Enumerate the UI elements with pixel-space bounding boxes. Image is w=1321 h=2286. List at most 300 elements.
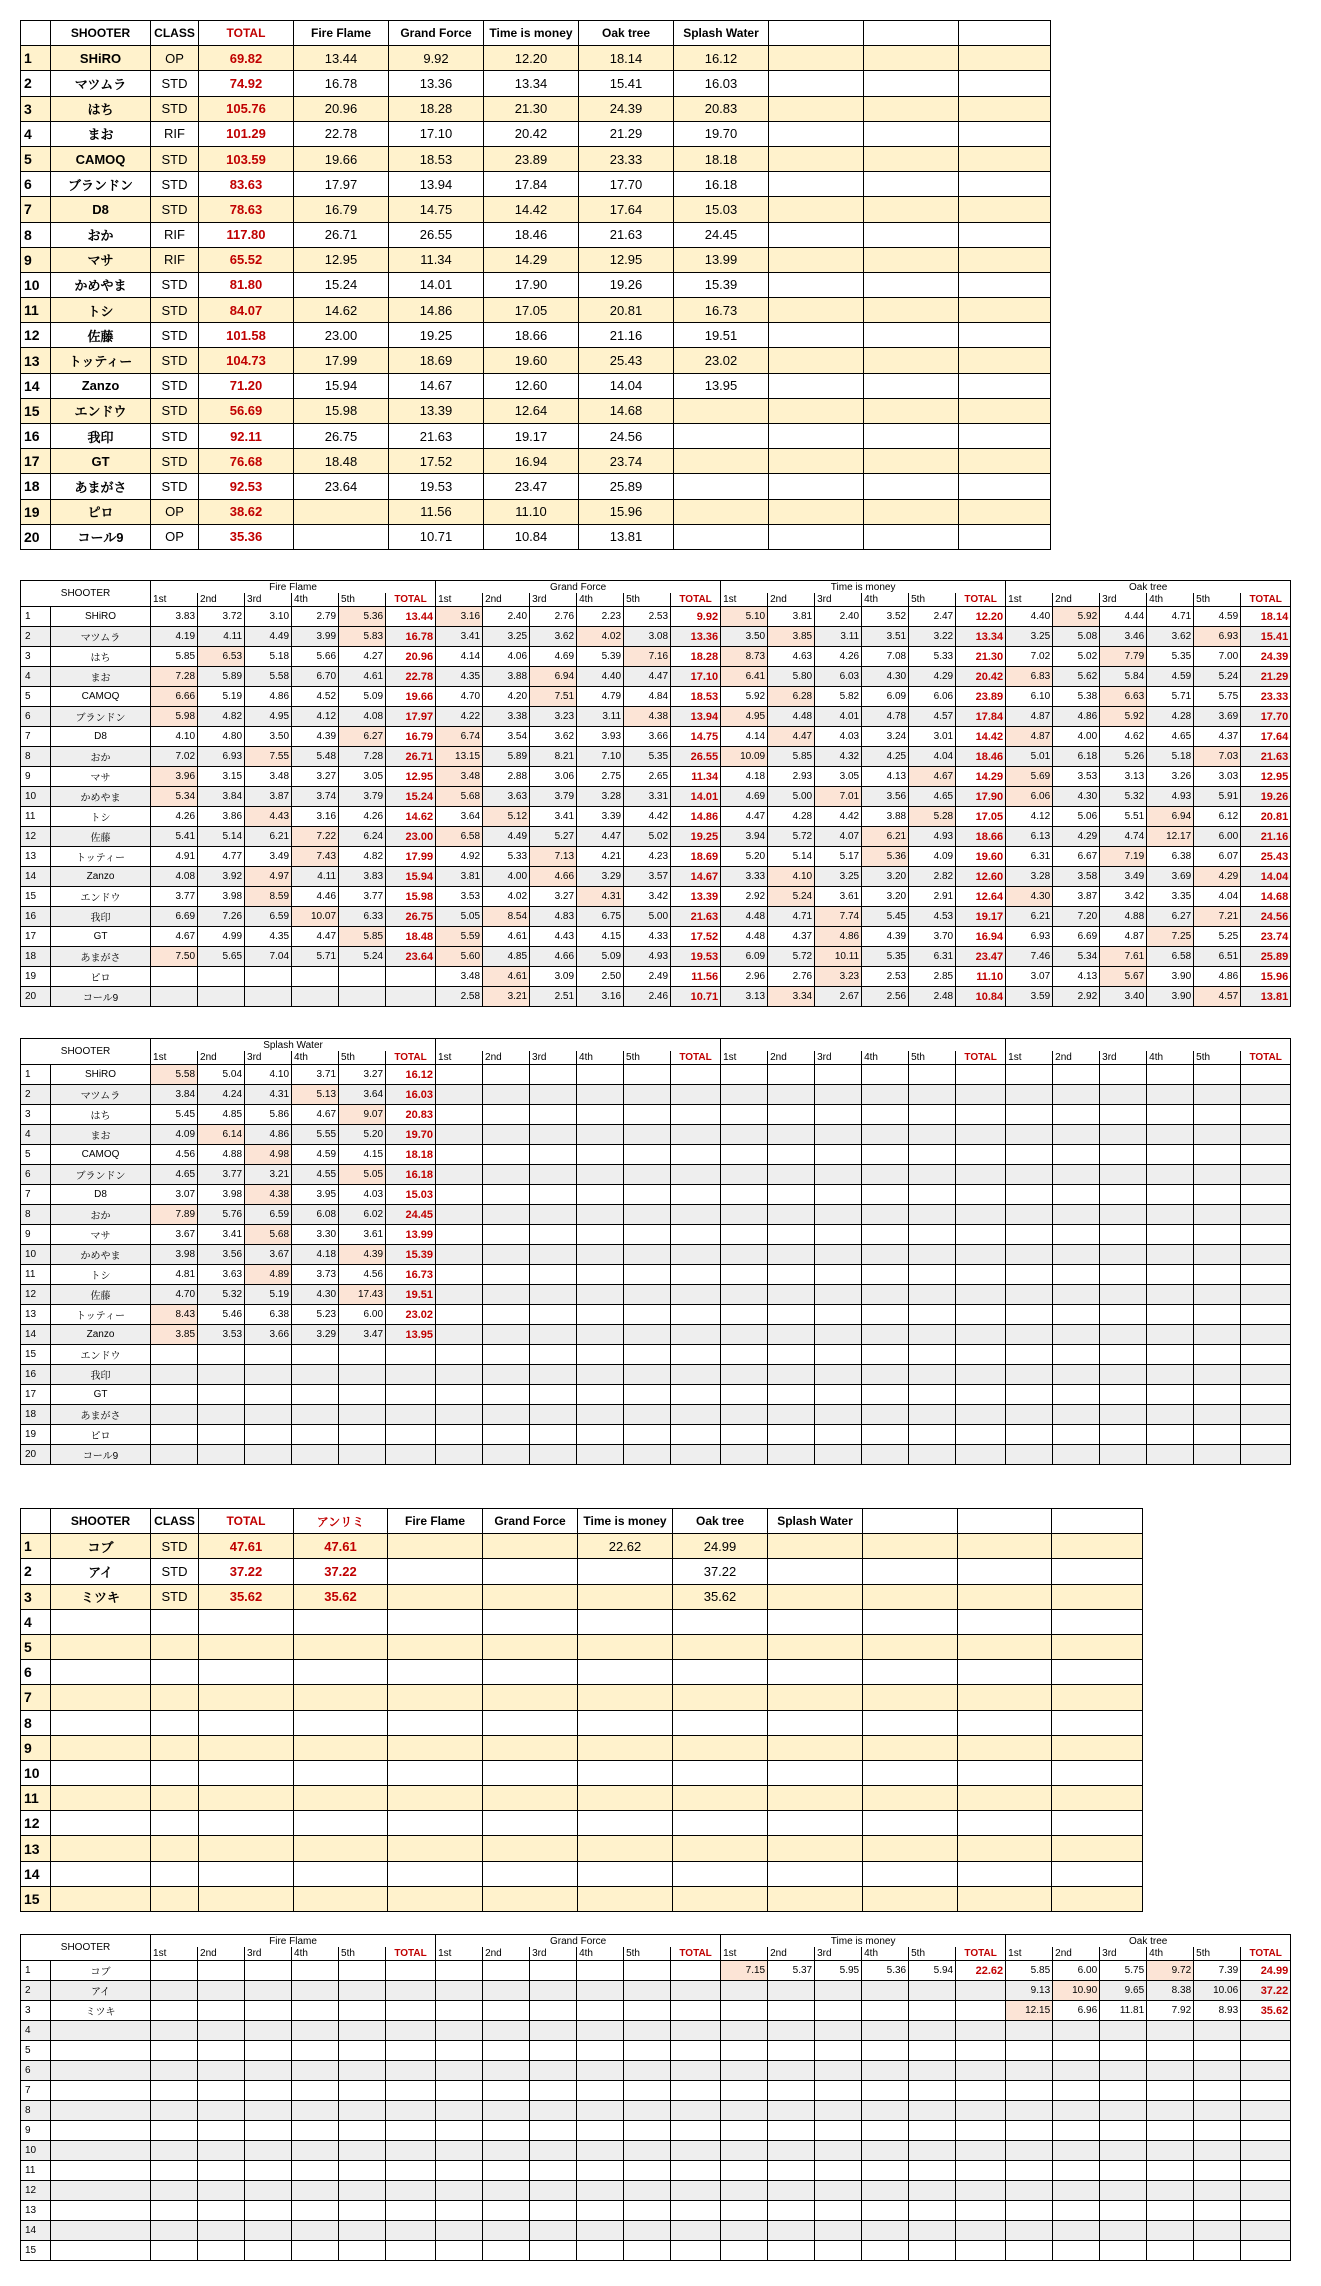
round-time bbox=[577, 1225, 624, 1245]
round-time bbox=[436, 1145, 483, 1165]
value-cell: 35.62 bbox=[294, 1584, 388, 1609]
round-time: 5.92 bbox=[1100, 707, 1147, 727]
round-time bbox=[1006, 1085, 1053, 1105]
round-time: 3.77 bbox=[151, 887, 198, 907]
stage-total bbox=[1241, 2081, 1291, 2101]
empty-cell bbox=[863, 1735, 958, 1760]
stage-total bbox=[386, 2241, 436, 2261]
round-time bbox=[245, 2121, 292, 2141]
round-time bbox=[339, 2241, 386, 2261]
round-time bbox=[862, 1105, 909, 1125]
empty-cell bbox=[769, 121, 864, 146]
round-time: 3.71 bbox=[292, 1065, 339, 1085]
value-cell bbox=[294, 499, 389, 524]
round-time bbox=[862, 1145, 909, 1165]
rank-cell: 20 bbox=[21, 987, 51, 1007]
round-time bbox=[198, 2021, 245, 2041]
stage-total bbox=[671, 1325, 721, 1345]
empty-cell bbox=[1052, 1760, 1143, 1785]
round-time: 6.93 bbox=[198, 747, 245, 767]
rank-cell: 12 bbox=[21, 1285, 51, 1305]
round-time bbox=[198, 967, 245, 987]
round-time: 5.02 bbox=[1053, 647, 1100, 667]
stage-total bbox=[1241, 1425, 1291, 1445]
shooter-name: コール9 bbox=[51, 987, 151, 1007]
round-time: 5.48 bbox=[292, 747, 339, 767]
round-time bbox=[339, 2001, 386, 2021]
shooter-name: SHiRO bbox=[51, 46, 151, 71]
round-time bbox=[292, 2001, 339, 2021]
stage-total bbox=[671, 2101, 721, 2121]
round-time bbox=[721, 2101, 768, 2121]
round-time: 5.75 bbox=[1194, 687, 1241, 707]
round-time: 4.27 bbox=[339, 647, 386, 667]
round-time bbox=[1053, 1385, 1100, 1405]
round-time: 3.16 bbox=[436, 607, 483, 627]
round-time: 4.10 bbox=[245, 1065, 292, 1085]
shooter-name: トッティー bbox=[51, 847, 151, 867]
table-row bbox=[21, 71, 1051, 96]
round-time bbox=[909, 1265, 956, 1285]
value-cell bbox=[199, 1786, 294, 1811]
round-time bbox=[815, 1105, 862, 1125]
round-time: 3.59 bbox=[1006, 987, 1053, 1007]
round-label: 3rd bbox=[815, 1947, 862, 1961]
stage-total bbox=[956, 1085, 1006, 1105]
round-time bbox=[530, 1425, 577, 1445]
stage-header-row bbox=[21, 1039, 1291, 1052]
stage-total bbox=[1241, 1065, 1291, 1085]
stage-total: 12.60 bbox=[956, 867, 1006, 887]
round-time bbox=[1100, 2061, 1147, 2081]
round-time: 2.88 bbox=[483, 767, 530, 787]
stage-total: 15.94 bbox=[386, 867, 436, 887]
value-cell bbox=[674, 474, 769, 499]
table-row bbox=[21, 967, 1291, 987]
table-row bbox=[21, 1385, 1291, 1405]
round-time bbox=[1194, 2041, 1241, 2061]
round-time: 4.85 bbox=[198, 1105, 245, 1125]
round-time bbox=[1006, 1205, 1053, 1225]
value-cell bbox=[673, 1609, 768, 1634]
shooter-name bbox=[51, 2081, 151, 2101]
stage-total bbox=[386, 1961, 436, 1981]
round-time bbox=[1006, 1265, 1053, 1285]
shooter-name: おか bbox=[51, 222, 151, 247]
stage-total bbox=[1241, 1285, 1291, 1305]
round-label: 4th bbox=[1147, 593, 1194, 607]
rank-cell: 1 bbox=[21, 46, 51, 71]
round-time: 5.58 bbox=[245, 667, 292, 687]
round-time bbox=[721, 1205, 768, 1225]
round-time: 5.06 bbox=[1053, 807, 1100, 827]
round-time: 6.00 bbox=[1194, 827, 1241, 847]
empty-cell bbox=[863, 1534, 958, 1559]
round-time bbox=[151, 2241, 198, 2261]
stage-total bbox=[1241, 1125, 1291, 1145]
value-cell: 37.22 bbox=[199, 1559, 294, 1584]
round-time bbox=[909, 1385, 956, 1405]
round-time bbox=[436, 2141, 483, 2161]
round-time bbox=[530, 1065, 577, 1085]
stage-total: 18.66 bbox=[956, 827, 1006, 847]
round-time bbox=[151, 2141, 198, 2161]
stage-total: 14.01 bbox=[671, 787, 721, 807]
stage-name: Time is money bbox=[721, 1935, 1006, 1948]
round-time: 4.49 bbox=[245, 627, 292, 647]
round-time: 4.81 bbox=[151, 1265, 198, 1285]
round-time: 4.47 bbox=[721, 807, 768, 827]
round-time: 4.19 bbox=[151, 627, 198, 647]
round-time: 7.15 bbox=[721, 1961, 768, 1981]
round-time: 3.31 bbox=[624, 787, 671, 807]
round-time: 3.10 bbox=[245, 607, 292, 627]
round-time bbox=[577, 1445, 624, 1465]
round-label: 2nd bbox=[483, 1947, 530, 1961]
round-time bbox=[577, 2001, 624, 2021]
round-time: 4.30 bbox=[862, 667, 909, 687]
round-label: 4th bbox=[577, 1051, 624, 1065]
value-cell: 15.03 bbox=[674, 197, 769, 222]
round-time: 3.48 bbox=[436, 967, 483, 987]
round-time: 5.95 bbox=[815, 1961, 862, 1981]
round-time bbox=[245, 1345, 292, 1365]
table-row bbox=[21, 687, 1291, 707]
value-cell: STD bbox=[151, 197, 199, 222]
round-time bbox=[245, 2161, 292, 2181]
value-cell bbox=[294, 1660, 388, 1685]
round-time bbox=[577, 1085, 624, 1105]
empty-cell bbox=[864, 172, 959, 197]
round-time: 8.59 bbox=[245, 887, 292, 907]
round-time bbox=[245, 2021, 292, 2041]
round-time: 7.89 bbox=[151, 1205, 198, 1225]
table-row bbox=[21, 707, 1291, 727]
rank-cell: 2 bbox=[21, 1559, 51, 1584]
rank-cell: 16 bbox=[21, 1365, 51, 1385]
round-time: 2.46 bbox=[624, 987, 671, 1007]
stage-total bbox=[956, 2081, 1006, 2101]
value-cell: 18.48 bbox=[294, 449, 389, 474]
empty-cell bbox=[1052, 1559, 1143, 1584]
round-time: 4.28 bbox=[1147, 707, 1194, 727]
empty-cell bbox=[959, 449, 1051, 474]
empty-cell bbox=[959, 121, 1051, 146]
round-time bbox=[768, 2001, 815, 2021]
header-cell bbox=[958, 1509, 1052, 1534]
empty-cell bbox=[959, 373, 1051, 398]
total-label: TOTAL bbox=[956, 1947, 1006, 1961]
round-time bbox=[1147, 1365, 1194, 1385]
value-cell bbox=[294, 1886, 388, 1911]
value-cell bbox=[388, 1786, 483, 1811]
round-time bbox=[436, 2101, 483, 2121]
round-time: 7.51 bbox=[530, 687, 577, 707]
value-cell bbox=[388, 1559, 483, 1584]
round-time: 3.26 bbox=[1147, 767, 1194, 787]
round-time bbox=[1053, 2121, 1100, 2141]
round-time bbox=[245, 1365, 292, 1385]
round-time bbox=[1147, 1325, 1194, 1345]
stage-total: 14.86 bbox=[671, 807, 721, 827]
round-time: 3.52 bbox=[862, 607, 909, 627]
round-time: 4.00 bbox=[1053, 727, 1100, 747]
shooter-name: ピロ bbox=[51, 967, 151, 987]
table-row bbox=[21, 647, 1291, 667]
round-time bbox=[1100, 1305, 1147, 1325]
empty-cell bbox=[1052, 1584, 1143, 1609]
round-time: 3.05 bbox=[339, 767, 386, 787]
round-time: 3.39 bbox=[577, 807, 624, 827]
round-time bbox=[768, 2161, 815, 2181]
value-cell bbox=[151, 1786, 199, 1811]
stage-total bbox=[671, 2121, 721, 2141]
value-cell bbox=[578, 1760, 673, 1785]
shooter-name: マツムラ bbox=[51, 71, 151, 96]
value-cell bbox=[768, 1886, 863, 1911]
round-time: 3.15 bbox=[198, 767, 245, 787]
round-time bbox=[198, 2201, 245, 2221]
round-time: 4.21 bbox=[577, 847, 624, 867]
round-time bbox=[1053, 1065, 1100, 1085]
value-cell: STD bbox=[151, 1584, 199, 1609]
value-cell bbox=[578, 1584, 673, 1609]
round-time bbox=[1053, 1445, 1100, 1465]
table-row bbox=[21, 222, 1051, 247]
stage-total: 25.89 bbox=[1241, 947, 1291, 967]
value-cell: 23.74 bbox=[579, 449, 674, 474]
round-time bbox=[151, 967, 198, 987]
shooter-name bbox=[51, 2181, 151, 2201]
empty-cell bbox=[1052, 1609, 1143, 1634]
value-cell: 19.51 bbox=[674, 323, 769, 348]
round-time bbox=[436, 1105, 483, 1125]
round-time bbox=[721, 1325, 768, 1345]
value-cell: 23.33 bbox=[579, 146, 674, 171]
round-time bbox=[1100, 1445, 1147, 1465]
value-cell bbox=[388, 1811, 483, 1836]
value-cell: STD bbox=[151, 96, 199, 121]
rank-cell: 4 bbox=[21, 2021, 51, 2041]
round-time bbox=[815, 1065, 862, 1085]
round-time bbox=[909, 1145, 956, 1165]
table-row bbox=[21, 1886, 1143, 1911]
round-time bbox=[624, 2241, 671, 2261]
round-time bbox=[245, 2061, 292, 2081]
stage-total: 15.39 bbox=[386, 1245, 436, 1265]
round-time bbox=[245, 967, 292, 987]
round-time bbox=[768, 1165, 815, 1185]
rank-cell: 20 bbox=[21, 524, 51, 549]
table-row bbox=[21, 1225, 1291, 1245]
round-label: 3rd bbox=[530, 1947, 577, 1961]
rank-cell: 13 bbox=[21, 1305, 51, 1325]
shooter-name bbox=[51, 2221, 151, 2241]
round-time bbox=[577, 2121, 624, 2141]
empty-cell bbox=[959, 71, 1051, 96]
round-time bbox=[1053, 1285, 1100, 1305]
round-time bbox=[815, 1165, 862, 1185]
shooter-name: あまがさ bbox=[51, 1405, 151, 1425]
round-time bbox=[1006, 1425, 1053, 1445]
stage-total bbox=[1241, 1145, 1291, 1165]
value-cell: 37.22 bbox=[673, 1559, 768, 1584]
round-time bbox=[1006, 2121, 1053, 2141]
value-cell: 37.22 bbox=[294, 1559, 388, 1584]
rank-cell: 12 bbox=[21, 2181, 51, 2201]
value-cell: 20.96 bbox=[294, 96, 389, 121]
value-cell: 16.78 bbox=[294, 71, 389, 96]
value-cell: 15.94 bbox=[294, 373, 389, 398]
shooter-name: 佐藤 bbox=[51, 827, 151, 847]
round-time: 5.35 bbox=[624, 747, 671, 767]
round-time bbox=[483, 1185, 530, 1205]
round-label: 2nd bbox=[483, 593, 530, 607]
round-time bbox=[1194, 2201, 1241, 2221]
stage-total bbox=[956, 1125, 1006, 1145]
stage-total bbox=[1241, 2241, 1291, 2261]
shooter-name: ブランドン bbox=[51, 707, 151, 727]
round-time bbox=[292, 2081, 339, 2101]
round-time bbox=[862, 1125, 909, 1145]
round-time bbox=[436, 1445, 483, 1465]
round-time bbox=[530, 1981, 577, 2001]
value-cell: OP bbox=[151, 46, 199, 71]
round-time bbox=[862, 1325, 909, 1345]
header-cell: Grand Force bbox=[389, 21, 484, 46]
value-cell: 20.81 bbox=[579, 298, 674, 323]
empty-cell bbox=[864, 272, 959, 297]
round-time: 7.04 bbox=[245, 947, 292, 967]
round-label: 1st bbox=[721, 593, 768, 607]
value-cell: 35.36 bbox=[199, 524, 294, 549]
round-time bbox=[815, 1185, 862, 1205]
value-cell bbox=[199, 1735, 294, 1760]
header-rank-cell bbox=[21, 1509, 51, 1534]
round-time bbox=[483, 1961, 530, 1981]
empty-cell bbox=[863, 1886, 958, 1911]
stage-total bbox=[386, 2101, 436, 2121]
stage-total: 24.39 bbox=[1241, 647, 1291, 667]
rank-cell: 1 bbox=[21, 1065, 51, 1085]
stage-total bbox=[671, 1125, 721, 1145]
round-label: 1st bbox=[1006, 1051, 1053, 1065]
round-time: 4.91 bbox=[151, 847, 198, 867]
stage-total: 23.02 bbox=[386, 1305, 436, 1325]
round-time bbox=[768, 1085, 815, 1105]
stage-total: 14.67 bbox=[671, 867, 721, 887]
round-time: 6.93 bbox=[1194, 627, 1241, 647]
round-time bbox=[530, 1205, 577, 1225]
value-cell bbox=[199, 1811, 294, 1836]
round-time bbox=[1006, 2061, 1053, 2081]
empty-cell bbox=[769, 298, 864, 323]
round-time bbox=[151, 2081, 198, 2101]
round-time: 5.04 bbox=[198, 1065, 245, 1085]
main-results-table bbox=[20, 20, 1051, 550]
round-time: 4.14 bbox=[721, 727, 768, 747]
value-cell bbox=[674, 398, 769, 423]
stage-total bbox=[386, 1345, 436, 1365]
round-label: 5th bbox=[624, 1051, 671, 1065]
round-time: 4.67 bbox=[292, 1105, 339, 1125]
stage-total bbox=[956, 1325, 1006, 1345]
round-time: 2.93 bbox=[768, 767, 815, 787]
value-cell bbox=[151, 1685, 199, 1710]
round-time bbox=[1100, 1185, 1147, 1205]
round-time bbox=[624, 2001, 671, 2021]
round-time: 5.94 bbox=[909, 1961, 956, 1981]
round-time bbox=[151, 1365, 198, 1385]
stage-total: 17.70 bbox=[1241, 707, 1291, 727]
round-time bbox=[577, 2161, 624, 2181]
round-label: 2nd bbox=[1053, 1051, 1100, 1065]
round-time: 7.00 bbox=[1194, 647, 1241, 667]
round-time bbox=[1194, 2241, 1241, 2261]
round-time bbox=[768, 2101, 815, 2121]
round-time bbox=[1100, 2161, 1147, 2181]
round-time: 2.91 bbox=[909, 887, 956, 907]
round-time bbox=[245, 2201, 292, 2221]
round-time: 4.30 bbox=[1006, 887, 1053, 907]
round-time: 3.63 bbox=[198, 1265, 245, 1285]
value-cell: 17.70 bbox=[579, 172, 674, 197]
table-row bbox=[21, 1811, 1143, 1836]
stage-total bbox=[1241, 2021, 1291, 2041]
round-time: 4.86 bbox=[815, 927, 862, 947]
round-time: 3.41 bbox=[198, 1225, 245, 1245]
value-cell: STD bbox=[151, 348, 199, 373]
round-time bbox=[624, 1105, 671, 1125]
round-time bbox=[436, 1065, 483, 1085]
round-time bbox=[151, 1981, 198, 2001]
value-cell: 12.20 bbox=[484, 46, 579, 71]
shooter-name bbox=[51, 1886, 151, 1911]
round-time: 5.32 bbox=[198, 1285, 245, 1305]
round-time bbox=[1147, 2101, 1194, 2121]
stage-total bbox=[1241, 1345, 1291, 1365]
stage-total bbox=[386, 967, 436, 987]
value-cell: 17.97 bbox=[294, 172, 389, 197]
round-label: 1st bbox=[721, 1947, 768, 1961]
round-header-row bbox=[21, 593, 1291, 607]
round-time: 4.28 bbox=[768, 807, 815, 827]
table-row bbox=[21, 827, 1291, 847]
round-time: 3.34 bbox=[768, 987, 815, 1007]
stage-header-row bbox=[21, 581, 1291, 594]
round-time bbox=[909, 1085, 956, 1105]
table-row bbox=[21, 1445, 1291, 1465]
round-time bbox=[292, 1445, 339, 1465]
round-time bbox=[624, 1285, 671, 1305]
rank-cell: 3 bbox=[21, 96, 51, 121]
round-time: 5.19 bbox=[198, 687, 245, 707]
round-time bbox=[245, 2001, 292, 2021]
round-time: 5.05 bbox=[436, 907, 483, 927]
rank-cell: 16 bbox=[21, 907, 51, 927]
round-time bbox=[577, 2241, 624, 2261]
round-time bbox=[436, 1325, 483, 1345]
round-time: 5.85 bbox=[1006, 1961, 1053, 1981]
round-time bbox=[1006, 2181, 1053, 2201]
round-time: 4.95 bbox=[245, 707, 292, 727]
round-time bbox=[624, 1205, 671, 1225]
round-time: 4.99 bbox=[198, 927, 245, 947]
round-time: 3.62 bbox=[530, 627, 577, 647]
empty-cell bbox=[769, 197, 864, 222]
value-cell: STD bbox=[151, 1559, 199, 1584]
round-time bbox=[151, 1405, 198, 1425]
